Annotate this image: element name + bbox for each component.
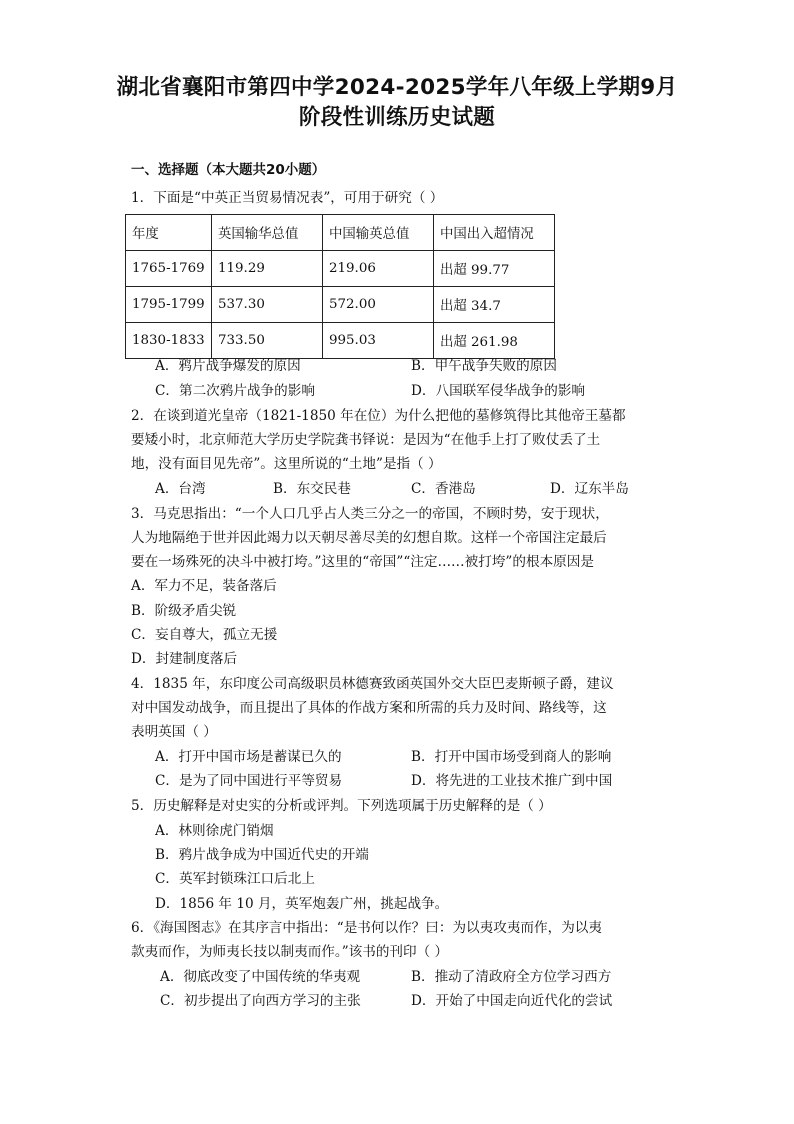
q2-option-c: C．香港岛 bbox=[411, 481, 476, 497]
q1-option-d: D．八国联军侵华战争的影响 bbox=[411, 383, 586, 399]
question-4-line-1: 4．1835 年，东印度公司高级职员林德赛致函英国外交大臣巴麦斯顿子爵，建议 bbox=[131, 676, 614, 692]
q4-option-a: A．打开中国市场是蓄谋已久的 bbox=[155, 749, 342, 765]
q4-option-d: D．将先进的工业技术推广到中国 bbox=[411, 773, 613, 789]
table-header-row bbox=[126, 215, 555, 251]
table-cell: 出超 34.7 bbox=[434, 287, 555, 323]
q6-option-a: A．彻底改变了中国传统的华夷观 bbox=[160, 969, 361, 985]
question-2-line-3: 地，没有面目见先帝”。这里所说的“土地”是指（ ） bbox=[131, 456, 442, 472]
table-header-cell: 中国出入超情况 bbox=[434, 215, 555, 251]
table-cell: 1795-1799 bbox=[126, 287, 212, 323]
q3-option-c: C．妄自尊大，孤立无援 bbox=[131, 627, 278, 643]
section-heading: 一、选择题（本大题共20小题） bbox=[131, 162, 326, 178]
q3-option-b: B．阶级矛盾尖锐 bbox=[131, 603, 237, 619]
table-row bbox=[126, 251, 555, 287]
q5-option-a: A．林则徐虎门销烟 bbox=[155, 823, 274, 839]
table-cell: 537.30 bbox=[212, 287, 323, 323]
trade-table bbox=[125, 214, 555, 359]
q6-option-c: C．初步提出了向西方学习的主张 bbox=[160, 993, 361, 1009]
table-header-cell: 英国输华总值 bbox=[212, 215, 323, 251]
q2-option-d: D．辽东半岛 bbox=[550, 481, 629, 497]
table-cell: 1765-1769 bbox=[126, 251, 212, 287]
q3-option-d: D．封建制度落后 bbox=[131, 651, 238, 667]
q4-option-c: C．是为了同中国进行平等贸易 bbox=[155, 773, 343, 789]
exam-title-line-1: 湖北省襄阳市第四中学2024-2025学年八年级上学期9月 bbox=[116, 75, 678, 100]
question-3-line-1: 3．马克思指出：“一个人口几乎占人类三分之一的帝国，不顾时势，安于现状， bbox=[131, 506, 609, 522]
table-cell: 出超 99.77 bbox=[434, 251, 555, 287]
table-cell: 995.03 bbox=[323, 323, 434, 359]
question-1-stem: 1．下面是“中英正当贸易情况表”，可用于研究（ ） bbox=[131, 190, 444, 206]
exam-title-line-2: 阶段性训练历史试题 bbox=[298, 105, 496, 130]
question-3-line-3: 要在一场殊死的决斗中被打垮。”这里的“帝国”“注定……被打垮”的根本原因是 bbox=[131, 554, 594, 570]
table-cell: 733.50 bbox=[212, 323, 323, 359]
q2-option-b: B．东交民巷 bbox=[273, 481, 351, 497]
q6-option-b: B．推动了清政府全方位学习西方 bbox=[411, 969, 612, 985]
q2-option-a: A．台湾 bbox=[155, 481, 206, 497]
table-row bbox=[126, 287, 555, 323]
question-4-line-2: 对中国发动战争，而且提出了具体的作战方案和所需的兵力及时间、路线等，这 bbox=[131, 700, 607, 716]
table-cell: 572.00 bbox=[323, 287, 434, 323]
q1-option-c: C．第二次鸦片战争的影响 bbox=[155, 383, 315, 399]
table-cell: 219.06 bbox=[323, 251, 434, 287]
question-2-line-2: 要矮小时，北京师范大学历史学院龚书铎说：是因为“在他手上打了败仗丢了土 bbox=[131, 432, 601, 448]
question-4-line-3: 表明英国（ ） bbox=[131, 724, 217, 740]
q6-option-d: D．开始了中国走向近代化的尝试 bbox=[411, 993, 613, 1009]
q1-option-a: A．鸦片战争爆发的原因 bbox=[155, 358, 301, 374]
question-2-line-1: 2．在谈到道光皇帝（1821-1850 年在位）为什么把他的墓修筑得比其他帝王墓都 bbox=[131, 408, 626, 424]
question-6-line-1: 6．《海国图志》在其序言中指出：“是书何以作？曰：为以夷攻夷而作，为以夷 bbox=[131, 920, 602, 936]
table-cell: 119.29 bbox=[212, 251, 323, 287]
question-3-line-2: 人为地隔绝于世并因此竭力以天朝尽善尽美的幻想自欺。这样一个帝国注定最后 bbox=[131, 530, 607, 546]
q5-option-b: B．鸦片战争成为中国近代史的开端 bbox=[155, 847, 369, 863]
q5-option-d: D．1856 年 10 月，英军炮轰广州，挑起战争。 bbox=[155, 896, 449, 912]
table-header-cell: 中国输英总值 bbox=[323, 215, 434, 251]
q1-option-b: B．甲午战争失败的原因 bbox=[411, 358, 557, 374]
q4-option-b: B．打开中国市场受到商人的影响 bbox=[411, 749, 612, 765]
table-cell: 出超 261.98 bbox=[434, 323, 555, 359]
table-header-cell: 年度 bbox=[126, 215, 212, 251]
question-5-stem: 5．历史解释是对史实的分析或评判。下列选项属于历史解释的是（ ） bbox=[131, 798, 552, 814]
q3-option-a: A．军力不足，装备落后 bbox=[131, 578, 277, 594]
question-6-line-2: 款夷而作，为师夷长技以制夷而作。”该书的刊印（ ） bbox=[131, 944, 449, 960]
q5-option-c: C．英军封锁珠江口后北上 bbox=[155, 871, 315, 887]
table-cell: 1830-1833 bbox=[126, 323, 212, 359]
table-row bbox=[126, 323, 555, 359]
